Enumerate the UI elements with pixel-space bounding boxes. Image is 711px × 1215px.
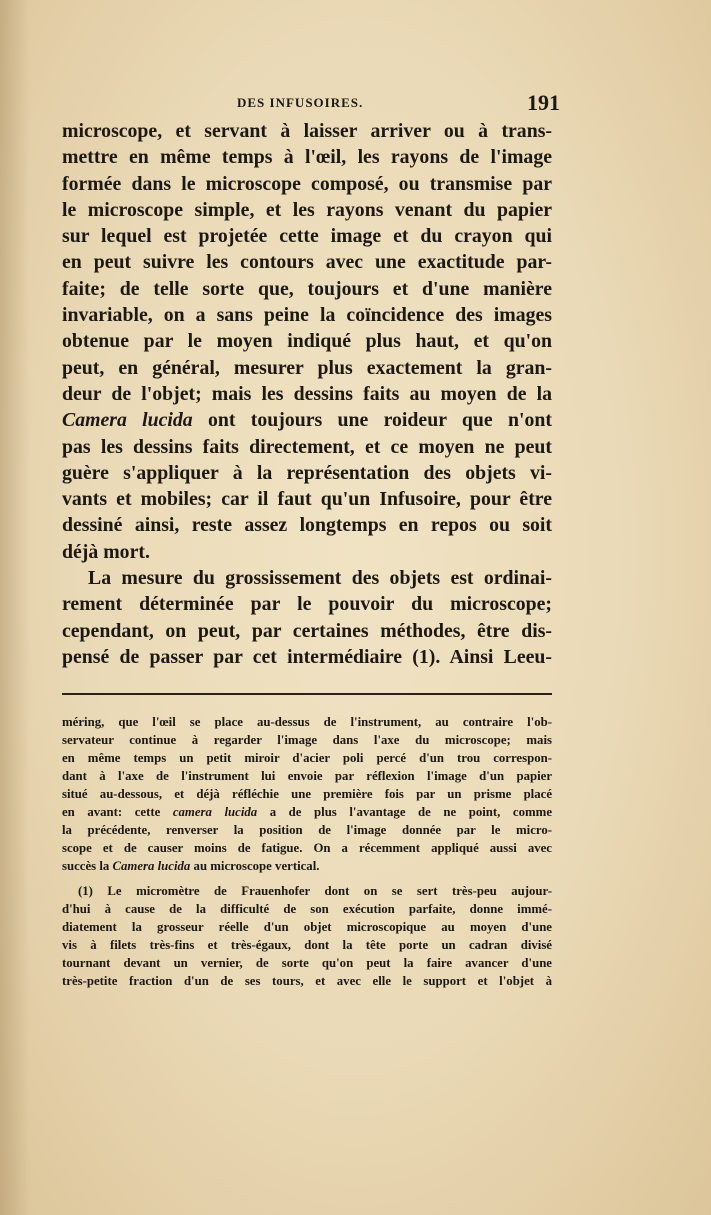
text-line: mettre en même temps à l'œil, les rayons de l'image (62, 146, 552, 169)
text-line: formée dans le microscope composé, ou transmise par (62, 172, 552, 195)
text-line: pensé de passer par cet intermédiaire (1). Ainsi Leeu- (62, 645, 552, 668)
text-line: La mesure du grossissement des objets est ordinai- (88, 567, 552, 590)
text-line: deur de l'objet; mais les dessins faits au moyen de la (62, 382, 552, 405)
text-line: guère s'appliquer à la représentation des objets vi- (62, 461, 552, 484)
footnote-line: la précédente, renverser la position de l'image donnée par le micro- (62, 823, 552, 837)
text-line: faite; de telle sorte que, toujours et d'une manière (62, 277, 552, 300)
text-line: en peut suivre les contours avec une exactitude par- (62, 251, 552, 274)
page-number: 191 (527, 90, 560, 115)
footnote-rule (62, 693, 552, 695)
footnote-line: tournant devant un vernier, de sorte qu'on peut la faire avancer d'une (62, 956, 552, 970)
text-line: invariable, on a sans peine la coïncidence des images (62, 304, 552, 327)
text-line: pas les dessins faits directement, et ce moyen ne peut (62, 435, 552, 458)
italic-term: Camera lucida (112, 859, 191, 873)
text-line: déjà mort. (62, 540, 150, 563)
text-line: vants et mobiles; car il faut qu'un Infusoire, pour être (62, 488, 552, 511)
text-run: ont toujours une roideur que n'ont (192, 409, 552, 432)
page-edge-shadow (0, 0, 30, 1215)
footnote-line: en même temps un petit miroir d'acier poli percé d'un trou correspon- (62, 751, 552, 765)
text-line (62, 407, 552, 433)
main-text (62, 118, 552, 670)
footnote-line: situé au-dessous, et déjà réfléchie une première fois par un prisme placé (62, 787, 552, 801)
text-line: obtenue par le moyen indiqué plus haut, et qu'on (62, 330, 552, 353)
text-run: a de plus l'avantage de ne point, comme (257, 805, 552, 819)
footnote-line: servateur continue à regarder l'image dans l'axe du microscope; mais (62, 733, 552, 747)
text-run: succès la (62, 859, 113, 873)
footnotes (62, 713, 552, 990)
page-header (62, 90, 560, 118)
footnote-line: dant à l'axe de l'instrument lui envoie par réflexion l'image d'un papier (62, 769, 552, 783)
footnote-line: d'hui à cause de la difficulté de son exécution parfaite, donne immé- (62, 902, 552, 916)
footnote-line (62, 857, 552, 875)
footnote-line (62, 803, 552, 821)
text-line: rement déterminée par le pouvoir du microscope; (62, 593, 552, 616)
footnote-continued (62, 713, 552, 875)
text-line: peut, en général, mesurer plus exactement la gran- (62, 356, 552, 379)
text-run: en avant: cette (62, 805, 173, 819)
footnote-line: scope et de causer moins de fatigue. On a récemment appliqué aussi avec (62, 841, 552, 855)
text-line: cependant, on peut, par certaines méthodes, être dis- (62, 619, 552, 642)
footnote-line: diatement la grosseur réelle d'un objet microscopique au moyen d'une (62, 920, 552, 934)
running-title: DES INFUSOIRES. (237, 95, 364, 110)
text-line: sur lequel est projetée cette image et du crayon qui (62, 225, 552, 248)
text-line: microscope, et servant à laisser arriver ou à trans- (62, 120, 552, 142)
italic-term: Camera lucida (62, 409, 193, 432)
text-line: le microscope simple, et les rayons venant du papier (62, 198, 552, 221)
footnote-line: (1) Le micromètre de Frauenhofer dont on se sert très-peu aujour- (78, 884, 552, 898)
footnote-line: vis à filets très-fins et très-égaux, dont la tête porte un cadran divisé (62, 938, 552, 952)
footnote-line: très-petite fraction d'un de ses tours, et avec elle le support et l'objet à (62, 974, 552, 988)
text-line: dessiné ainsi, reste assez longtemps en repos ou soit (62, 514, 552, 537)
italic-term: camera lucida (172, 805, 258, 819)
text-run: au microscope vertical. (190, 859, 320, 873)
footnote-1 (62, 882, 552, 990)
footnote-line: méring, que l'œil se place au-dessus de l'instrument, au contraire l'ob- (62, 715, 552, 729)
